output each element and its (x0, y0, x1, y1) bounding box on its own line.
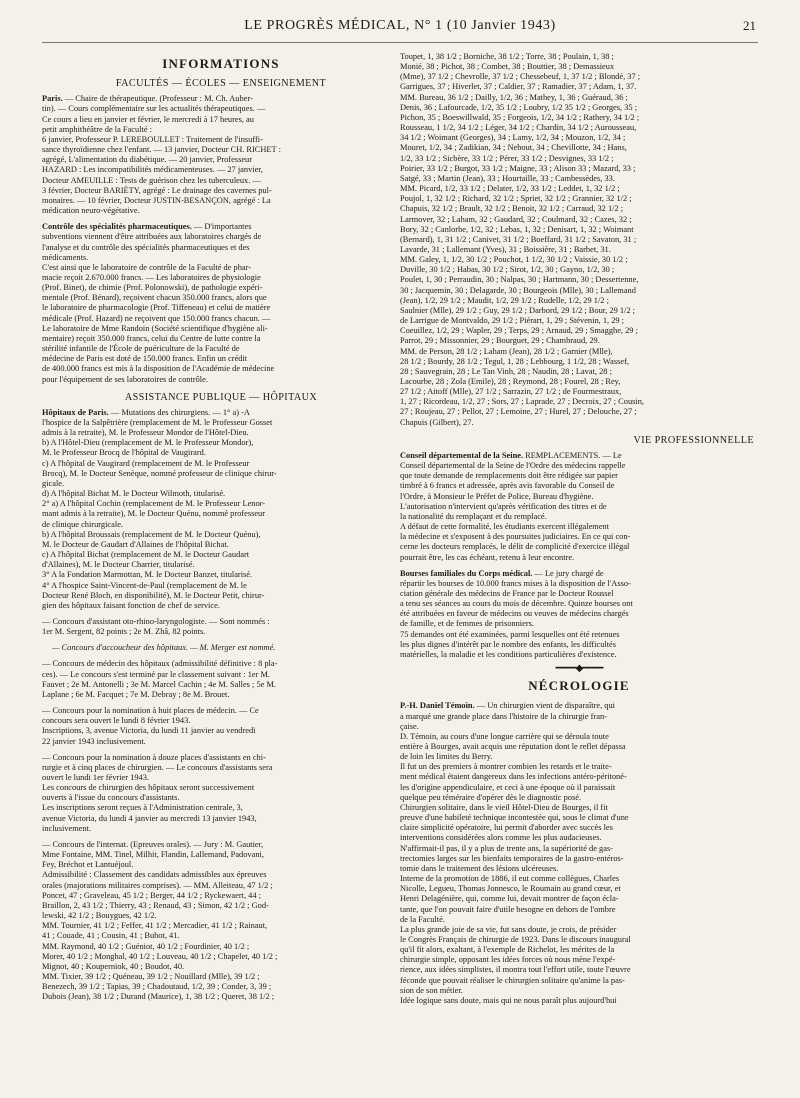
article-line: Idée logique sans doute, mais qui ne nous paraît plus aujourd'hui (400, 995, 617, 1005)
article-line: — Mutations des chirurgiens. — 1° a) -A (110, 407, 250, 417)
article-line: b) A l'hôpital Broussais (remplacement de M. le Docteur Quénu), (42, 529, 261, 539)
facultes-section-heading: FACULTÉS — ÉCOLES — ENSEIGNEMENT (115, 78, 327, 90)
article-line: sance thyroïdienne chez l'enfant. — 13 janvier, Docteur CH. RICHET : (42, 145, 281, 155)
accoucheur-article (42, 643, 400, 653)
article-line: mentale (Prof. Bénard), reçoivent chacun 350.000 francs, alors que (42, 293, 267, 303)
article-line: de loin les limites du Berry. (400, 752, 493, 762)
conseil-bold: Conseil départemental de la Seine. (400, 450, 524, 460)
article-line: de la Faculté. (400, 914, 445, 924)
article-line: a marqué une grande place dans l'histoire de la chirurgie fran- (400, 711, 607, 721)
article-line: ouvert le lundi 1er février 1943. (42, 773, 149, 782)
article-line: été attribuées en faveur de médecins ou veuves de médecins chargés (400, 609, 629, 619)
article-line: Larmover, 32 ; Laham, 32 ; Gaudard, 32 ; Coulmard, 32 ; Cazes, 32 ; (400, 214, 632, 224)
paris-article (42, 94, 400, 216)
article-line: MM. Raymond, 40 1/2 ; Guéniot, 40 1/2 ; Fourdinier, 40 1/2 ; (42, 941, 250, 951)
article-line: Duville, 30 1/2 ; Habas, 30 1/2 ; Sirot, 1/2, 30 ; Gayno, 1/2, 30 ; (400, 265, 615, 275)
article-line: 4° A l'hospice Saint-Vincent-de-Paul (remplacement de M. le (42, 580, 247, 590)
article-line: Inscriptions, 3, avenue Victoria, du lundi 11 janvier au vendredi (42, 726, 256, 736)
article-line: médecine de Paris est doté de 150.000 francs. Enfin un crédit (42, 354, 248, 364)
article-line: (Prof. Binet), de chimie (Prof. Polonowski), de pathologie expéri- (42, 283, 263, 293)
article-line: (Jean), 1/2, 29 1/2 ; Maudit, 1/2, 29 1/2 ; Rudelle, 1/2, 29 1/2 ; (400, 295, 609, 305)
article-line: D. Témoin, au cours d'une longue carrière qui se déroula toute (400, 731, 609, 741)
article-line: concours sera ouvert le lundi 8 février 1943. (42, 716, 191, 726)
article-line: cerne les docteurs remplacés, le délit de complicité d'exercice illégal (400, 542, 630, 552)
article-line: Henri Delagénière, qui, comme lui, devait montrer de façon écla- (400, 894, 619, 904)
article-line: trectomies larges sur les bienfaits temporaires de la gastro-entéros- (400, 853, 624, 863)
article-line: — Concours pour la nomination à huit places de médecin. — Ce (42, 706, 259, 716)
article-line: L'autorisation n'intervient qu'après vérification des titres et de (400, 501, 607, 511)
article-line: Bory, 32 ; Canlorbe, 1/2, 32 ; Lebas, 1, 32 ; Denisart, 1, 32 ; Woimant (400, 224, 634, 234)
article-line: MM. Galey, 1, 1/2, 30 1/2 ; Pouchot, 1 1/2, 30 1/2 ; Vaissie, 30 1/2 ; (400, 255, 628, 265)
article-line: Morer, 40 1/2 ; Monghal, 40 1/2 ; Louveau, 40 1/2 ; Chapelet, 40 1/2 ; (42, 951, 278, 961)
header-rule (42, 42, 758, 43)
article-line: Monié, 38 ; Pichot, 38 ; Combet, 38 ; Bouttier, 38 ; Demassieux (400, 62, 615, 72)
article-line: 30 ; Jacquemin, 30 ; Delagarde, 30 ; Bourgeois (Mlle), 30 ; Lallemand (400, 285, 636, 295)
article-line: 1/2, 33 1/2 ; Sicbère, 33 1/2 ; Pérer, 33 1/2 ; Desvignes, 33 1/2 ; (400, 153, 614, 163)
article-line: macie reçoit 2.670.000 francs. — Les laboratoires de physiologie (42, 272, 261, 282)
article-line: MM. Bureau, 36 1/2 ; Dailly, 1/2, 36 ; Mathey, 1, 36 ; Guéraud, 36 ; (400, 92, 628, 102)
article-line: Docteur René Bloch, en disponibilité), M. le Docteur Petit, chirur- (42, 590, 265, 600)
article-line: M. le Docteur de Gaudart d'Allaines de l'hôpital Bichat. (42, 539, 229, 549)
journal-title: LE PROGRÈS MÉDICAL, N° 1 (10 Janvier 1943) (244, 18, 556, 33)
article-line: Docteur AMEUILLE : Tests de guérison chez les tuberculeux. — (42, 175, 261, 185)
article-line: Pichon, 35 ; Boeswillwald, 35 ; Forgeois, 1/2, 34 1/2 ; Rathery, 34 1/2 ; (400, 112, 640, 122)
article-line: — Concours d'assistant oto-rhino-laryngologiste. — Sont nommés : (42, 616, 270, 626)
article-line: preuve d'une habileté technique incontestée qui, sous le climat d'une (400, 813, 629, 823)
article-line: que toute demande de remplacements doit être rédigée sur papier (400, 471, 618, 481)
article-line: lewski, 42 1/2 ; Bouygues, 42 1/2. (42, 911, 157, 921)
article-line: médicaments. (42, 252, 89, 262)
controle-bold: Contrôle des spécialités pharmaceutiques. (42, 222, 192, 232)
article-line: Lacourbe, 28 ; Zola (Emile), 28 ; Reymond, 28 ; Fourel, 28 ; Rey, (400, 377, 621, 386)
article-line: — Concours pour la nomination à douze places d'assistants en chi- (42, 752, 266, 762)
article-line: la médecine et s'exposent à des poursuites judiciaires. En ce qui con- (400, 532, 631, 542)
article-line: Mme Fontaine, MM. Tinel, Milhit, Flandin, Lallemand, Padovani, (42, 850, 264, 860)
article-line: avenue Victoria, du lundi 4 janvier au mercredi 13 janvier 1943, (42, 813, 257, 823)
page-number: 21 (743, 18, 756, 33)
article-line: 3 février, Docteur BARIÉTY, agrégé : Le drainage des cavernes pul- (42, 185, 272, 195)
article-line: interventions considérées alors comme les plus audacieuses. (400, 833, 602, 843)
article-line: Dubois (Jean), 38 1/2 ; Durand (Maurice), 1, 38 1/2 ; Queret, 38 1/2 ; (42, 992, 275, 1002)
article-line: agrégé, L'alimentation du diabétique. — 20 janvier, Professeur (42, 155, 253, 165)
article-line: mant admis à la retraite), M. le Docteur Quénu, nommé professeur (42, 509, 266, 519)
article-line: répartir les bourses de 10.000 francs mises à la disposition de l'Asso- (400, 578, 631, 588)
article-line: de clinique chirurgicale. (42, 519, 124, 529)
article-line: MM. Tournier, 41 1/2 ; Feffer, 41 1/2 ; Mercadier, 41 1/2 ; Rainaut, (42, 921, 268, 931)
article-line: les d'origine appendiculaire, et ceci à une époque où il paraissait (400, 782, 616, 792)
article-line: — Concours de l'internat. (Epreuves orales). — Jury : M. Gautier, (42, 839, 264, 849)
article-line: les plus dignes d'intérêt par le nombre des enfants, les difficultés (400, 639, 617, 649)
article-line: entière à Bourges, avait acquis une réputation dont le reflet dépassa (400, 742, 626, 751)
article-line: N'affirmait-il pas, il y a plus de trente ans, la supériorité de gas- (400, 843, 613, 853)
article-line: c) A l'hôpital de Vaugirard (remplacement de M. le Professeur (42, 458, 250, 468)
admissibility-list (400, 52, 758, 428)
article-line: de Larrigue de Montvaldo, 29 1/2 ; Piérart, 1, 29 ; Stévenin, 1, 29 ; (400, 316, 624, 326)
article-line: l'Ordre, à Monsieur le Préfet de Police, Bureau d'hygiène. (400, 491, 594, 501)
article-line: petit amphithéâtre de la Faculté : (42, 124, 152, 134)
temoin-bold: P.-H. Daniel Témoin. (400, 701, 475, 711)
article-line: REMPLACEMENTS. — Le (525, 450, 622, 460)
article-line: 1, 27 ; Ricordeau, 1/2, 27 ; Sors, 27 ; Laprade, 27 ; Decroix, 27 ; Cousin, (400, 397, 645, 407)
article-line: Rousseau, 1 1/2, 34 1/2 ; Léger, 34 1/2 ; Chardin, 34 1/2 ; Aurousseau, (400, 123, 637, 133)
article-line: Chapuis, 32 1/2 ; Brault, 32 1/2 ; Benoit, 32 1/2 ; Carraud, 32 1/2 ; (400, 204, 624, 214)
article-line: 2° a) A l'hôpital Cochin (remplacement de M. le Professeur Lenor- (42, 499, 266, 509)
article-line: La plus grande joie de sa vie, fut sans doute, je crois, de présider (400, 924, 617, 934)
article-line: monaires. — 10 février, Docteur JUSTIN-BESANÇON, agrégé : La (42, 195, 271, 205)
article-line: Poncet, 47 ; Graveleau, 45 1/2 ; Berger, 44 1/2 ; Ryckewaert, 44 ; (42, 890, 261, 900)
article-line: Laplane ; 6e M. Facquet ; 7e M. Debray ; 8e M. Brouet. (42, 689, 230, 699)
article-line: b) A l'Hôtel-Dieu (remplacement de M. le Professeur Mondor), (42, 438, 254, 448)
article-line: MM. Picard, 1/2, 33 1/2 ; Delater, 1/2, 33 1/2 ; Leddet, 1, 32 1/2 ; (400, 184, 620, 194)
article-line: timbré à 6 francs et adressée, après avis favorable du Conseil de (400, 481, 615, 491)
article-line: Mouret, 1/2, 34 ; Zadikian, 34 ; Nebout, 34 ; Chevillotte, 34 ; Hans, (400, 143, 627, 153)
assistants-article (42, 753, 400, 834)
article-line: 28 1/2 ; Bourdy, 28 1/2 ; Tegul, 1, 28 ; Lebbourg, 1 1/2, 28 ; Wassef, (400, 356, 629, 366)
bourses-article (400, 569, 758, 660)
hopitaux-bold: Hôpitaux de Paris. (42, 407, 109, 417)
article-line: Il fut un des premiers à montrer combien les retards et le traite- (400, 762, 612, 772)
article-line: MM. Tixier, 39 1/2 ; Quéneau, 39 1/2 ; Nouillard (Mlle), 39 1/2 ; (42, 971, 260, 981)
article-line: inclusivement. (42, 823, 92, 833)
article-line: (Mme), 37 1/2 ; Chevrolle, 37 1/2 ; Chessebeuf, 1, 37 1/2 ; Blondé, 37 ; (400, 72, 641, 82)
article-line: de famille, et de femmes de prisonniers. (400, 619, 534, 629)
article-line: l'hospice de la Salpêtrière (remplacement de M. le Professeur Gosset (42, 418, 273, 427)
article-line: HAZARD : Les incompatibilités médicamenteuses. — 27 janvier, (42, 165, 263, 175)
necrologie-heading: NÉCROLOGIE (528, 678, 630, 694)
article-line: (Bernard), 1, 31 1/2 ; Canivet, 31 1/2 ; Boeffard, 31 1/2 ; Savaton, 31 ; (400, 234, 637, 244)
article-line: gicale. (42, 478, 65, 488)
article-line: Satgé, 33 ; Martin (Jean), 33 ; Hourtaille, 33 ; Cambessèdes, 33. (400, 173, 615, 183)
hopitaux-article (42, 408, 400, 611)
article-line: la nationalité du remplaçant et du remplacé. (400, 511, 547, 521)
article-line: ment médical étaient dangereux dans les infections antéro-péritoné- (400, 772, 627, 782)
article-line: 1er M. Sergent, 82 points ; 2e M. Zhâ, 82 points. (42, 627, 206, 637)
article-line: Denis, 36 ; Lafourcade, 1/2, 35 1/2 ; Loubry, 1/2 35 1/2 ; Georges, 35 ; (400, 102, 638, 112)
article-line: Lavarde, 31 ; Lallemant (Yves), 31 ; Boissière, 31 ; Barbet, 31. (400, 244, 611, 254)
internat-article (42, 840, 400, 1003)
oto-article (42, 617, 400, 637)
article-line: 41 ; Couade, 41 ; Cousin, 41 ; Buhot, 41. (42, 931, 180, 941)
article-line: Fey, Bréchot et Lantuéjoul. (42, 860, 134, 870)
article-line: Ce cours a lieu en janvier et février, le mercredi à 17 heures, au (42, 114, 254, 124)
article-line: ouverts à l'issue du concours d'assistants. (42, 793, 180, 803)
article-line: — Un chirurgien vient de disparaître, qui (476, 701, 616, 711)
article-line: pour l'équipement de ses laboratoires de contrôle. (42, 374, 208, 384)
article-line: Garrigues, 37 ; Hiverlet, 37 ; Caldier, 37 ; Ramadier, 37 ; Adam, 1, 37. (400, 82, 637, 92)
article-line: çaise. (400, 721, 419, 731)
article-line: c) A l'hôpital Bichat (remplacement de M. le Docteur Gaudart (42, 550, 250, 560)
article-line: Conseil départemental de la Seine de l'Ordre des médecins rappelle (400, 461, 626, 471)
controle-article (42, 222, 400, 385)
nomination-article (42, 706, 400, 747)
article-line: 22 janvier 1943 inclusivement. (42, 736, 146, 746)
article-line: rurgie et à cinq places de chirurgien. — Le concours d'assistants sera (42, 762, 273, 772)
article-line: orales (majorations militaires comprises). — MM. Alleiteau, 47 1/2 ; (42, 880, 273, 890)
article-line: — D'importantes (193, 222, 252, 232)
article-line: Parrot, 29 ; Missonnier, 29 ; Bourguet, 29 ; Chambraud, 29. (400, 336, 600, 346)
article-line: Nicolle, Legueu, Thomas Jonnesco, le Roumain au grand cœur, et (400, 884, 621, 894)
assistance-section-heading: ASSISTANCE PUBLIQUE — HÔPITAUX (124, 391, 318, 403)
article-line: admis à la retraite), M. le Professeur Mondor de l'Hôtel-Dieu. (42, 428, 249, 438)
article-line: Le laboratoire de Mme Randoin (Société scientifique d'hygiène ali- (42, 323, 268, 333)
article-line: Chirurgien solitaire, dans le vieil Hôtel-Dieu de Bourges, il fit (400, 802, 608, 812)
article-line: le Congrès Français de chirurgie de 1923. Dans le discours inaugural (400, 934, 631, 944)
right-column (400, 52, 758, 1092)
article-line: C'est ainsi que le laboratoire de contrôle de la Faculté de phar- (42, 262, 252, 272)
article-line: médicale (Prof. Hazard) ne reçoivent que 150.000 francs chacun. — (42, 313, 271, 323)
article-line: 6 janvier, Professeur P. LEREBOULLET : Traitement de l'insuffi- (42, 134, 263, 144)
article-line: mentaire) reçoit 350.000 francs, celui du Centre de lutte contre la (42, 333, 261, 343)
accoucheur-line: — Concours d'accoucheur des hôpitaux. — M. Merger est nommé. (52, 643, 276, 653)
page-header (0, 18, 800, 42)
article-line: ciation générale des médecins de France par le Docteur Roussel (400, 588, 614, 598)
article-line: ces). — Le concours s'est terminé par le classement suivant : 1er M. (42, 669, 271, 679)
article-line: féconde que pouvait réaliser le chirurgien solitaire qu'anime la pas- (400, 975, 625, 985)
article-line: Brocq), M. le Docteur Senèque, nommé professeur de clinique chirur- (42, 468, 277, 478)
article-line: pourrait être, les cas échéant, retenu à leur encontre. (400, 552, 575, 562)
article-line: d) A l'hôpital Bichat M. le Docteur Wilmoth, titularisé. (42, 489, 226, 499)
article-line: M. le Professeur Brocq de l'hôpital de Vaugirard. (42, 448, 206, 458)
article-line: Poulet, 1, 30 ; Perraudin, 30 ; Nalpas, 30 ; Hartmann, 30 ; Dessertenne, (400, 275, 639, 285)
article-line: tomie dans le traitement des lésions ulcéreuses. (400, 863, 559, 873)
article-line: Saulnier (Mlle), 29 1/2 ; Guy, 29 1/2 ; Darbord, 29 1/2 ; Bour, 29 1/2 ; (400, 305, 635, 315)
article-line: quelque peu téméraire d'opérer dès le diagnostic posé. (400, 792, 582, 802)
paris-bold: Paris. (42, 94, 63, 104)
article-line: MM. de Person, 28 1/2 ; Laham (Jean), 28 1/2 ; Garnier (Mlle), (400, 346, 613, 356)
article-line: 34 1/2 ; Woimant (Georges), 34 ; Lamy, 1/2, 34 ; Mouzon, 1/2, 34 ; (400, 133, 626, 143)
article-line: Chapuis (Gilbert), 27. (400, 417, 474, 427)
necrologie-article (400, 701, 758, 1006)
article-line: 3° A la Fondation Marmottan, M. le Docteur Banzet, titularisé. (42, 570, 253, 580)
article-line: chirurgie simple, opposant les idées forces où nous mène l'expé- (400, 955, 616, 965)
ornament-divider: ━━━━◆━━━━ (555, 663, 603, 675)
article-line: d'Allaines), M. le Docteur Charrier, titularisé. (42, 560, 195, 570)
article-line: subventions viennent d'être attribuées aux laboratoires chargés de (42, 232, 262, 242)
bourses-bold: Bourses familiales du Corps médical. (400, 568, 533, 578)
article-line: Admissibilité : Classement des candidats admissibles aux épreuves (42, 870, 267, 880)
article-line: Coeuillez, 1/2, 29 ; Wapler, 29 ; Terps, 29 ; Arnaud, 29 ; Smagghe, 29 ; (400, 326, 638, 336)
article-line: de 400.000 francs est mis à la disposition de l'Académie de médecine (42, 364, 275, 374)
article-line: Toupet, 1, 38 1/2 ; Borniche, 38 1/2 ; Torre, 38 ; Poulain, 1, 38 ; (400, 52, 614, 61)
article-line: Poujol, 1, 32 1/2 ; Richard, 32 1/2 ; Spriet, 32 1/2 ; Grannier, 32 1/2 ; (400, 194, 632, 204)
article-line: le laboratoire de pharmacologie (Prof. Tiffeneau) et celui de matière (42, 303, 271, 313)
article-line: — Le jury chargé de (534, 568, 604, 578)
article-line: claire simplicité opératoire, lui permit d'aborder avec succès les (400, 823, 613, 833)
article-line: 28 ; Sauvegrain, 28 ; Le Tan Vinh, 28 ; Naudin, 28 ; Lavat, 28 ; (400, 366, 612, 376)
article-line: Poirier, 33 1/2 ; Burgot, 33 1/2 ; Maigne, 33 ; Alison 33 ; Mazard, 33 ; (400, 163, 636, 173)
medecin-article (42, 659, 400, 700)
article-line: Les concours de chirurgien des hôpitaux seront successivement (42, 783, 255, 793)
article-line: gien des hôpitaux faisant fonction de chef de service. (42, 600, 220, 610)
article-line: A défaut de cette formalité, les étudiants exercent illégalement (400, 522, 610, 532)
article-line: médication neuro-végétative. (42, 206, 140, 216)
article-line: rience, aux idées simplistes, il montra tout l'effort utile, toute l'œuvre (400, 965, 631, 975)
article-line: Mignot, 40 ; Kouperniok, 40 ; Boudot, 40. (42, 961, 185, 971)
article-line: Braillon, 2, 43 1/2 ; Thierry, 43 ; Renaud, 43 ; Simon, 42 1/2 ; God- (42, 900, 269, 910)
vie-professionnelle-heading: VIE PROFESSIONNELLE (633, 434, 754, 446)
article-line: Interne de la promotion de 1886, il eut comme collègues, Charles (400, 874, 620, 884)
conseil-article (400, 451, 758, 563)
left-column (42, 52, 400, 1092)
article-line: a tenu ses séances au cours du mois de décembre. Quinze bourses ont (400, 599, 633, 609)
informations-heading: INFORMATIONS (162, 56, 280, 71)
article-line: stérilité infantile de l'École de puériculture de la Faculté de (42, 344, 240, 354)
article-line: tin). — Cours complémentaire sur les actualités thérapeutiques. — (42, 104, 266, 114)
article-line: Fauvet ; 2e M. Antonelli ; 3e M. Marcel Cachin ; 4e M. Salles ; 5e M. (42, 679, 276, 689)
article-line: Benezech, 39 1/2 ; Tapias, 39 ; Chadoutaud, 1/2, 39 ; Conder, 3, 39 ; (42, 982, 272, 992)
article-line: qu'il fit alors, exaltant, à l'exemple de Richelot, les mérites de la (400, 945, 615, 955)
article-line: 27 ; Roujeau, 27 ; Pellot, 27 ; Lemoine, 27 ; Hurel, 27 ; Delouche, 27 ; (400, 407, 637, 417)
article-line: 27 1/2 ; Aitoff (Mlle), 27 1/2 ; Sarrazin, 27 1/2 ; de Fourmestraux, (400, 387, 622, 397)
article-line: — Concours de médecin des hôpitaux (admissibilité définitive : 8 pla- (42, 659, 278, 669)
article-line: Les inscriptions seront reçues à l'Administration centrale, 3, (42, 803, 243, 813)
article-line: 75 demandes ont été examinées, parmi lesquelles ont été retenues (400, 629, 620, 639)
article-line: sion de son métier. (400, 985, 463, 995)
article-line: tante, que l'on pouvait faire d'utile besogne en dehors de l'ombre (400, 904, 616, 914)
article-line: l'analyse et du contrôle des spécialités pharmaceutiques et des (42, 242, 250, 252)
article-line: matérielles, la maladie et les conditions particulières d'existence. (400, 649, 617, 659)
article-line: — Chaire de thérapeutique. (Professeur : M. Ch. Auber- (64, 94, 253, 104)
